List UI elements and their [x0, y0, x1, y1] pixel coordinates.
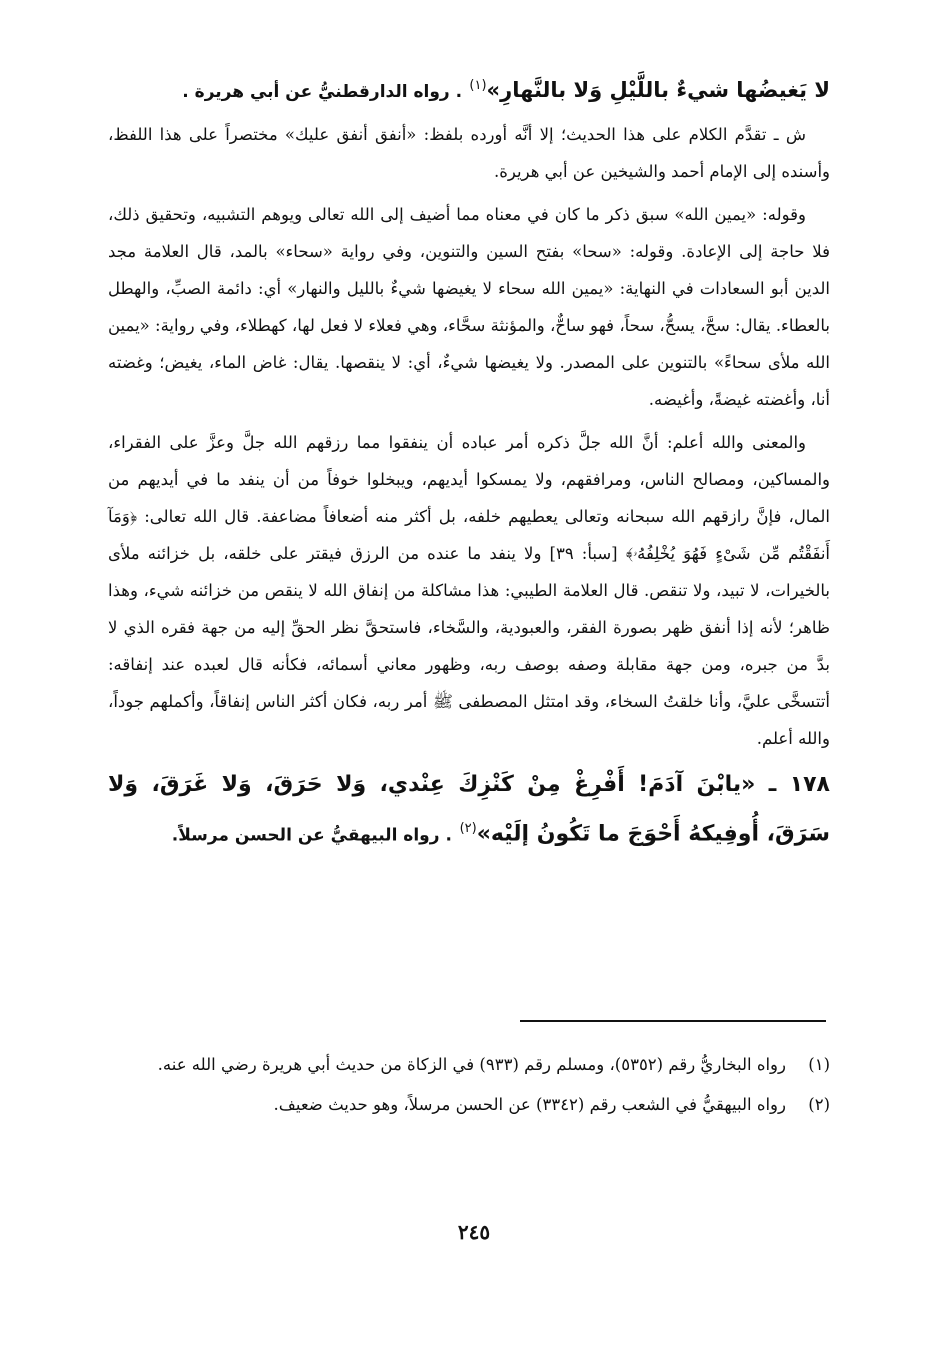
footnotes: [108, 1048, 830, 1128]
commentary-paragraph: والمعنى والله أعلم: أنَّ الله جلَّ ذكره أمر عباده أن ينفقوا مما رزقهم الله جلَّ وعزَّ على الفقراء، والمساكين، ومصالح الناس، ومرافقهم، ولا يمسكوا أيديهم، ويبخلوا خوفاً من أن ينفد ما في أيديهم من المال، فإنَّ رازقهم الله سبحانه وتعالى يعطيهم خلفه، بل أكثر منه أضعافاً مضاعفة. قال الله تعالى: ﴿وَمَآ أَنفَقْتُم مِّن شَىْءٍ فَهُوَ يُخْلِفُهُۥ﴾ [سبأ: ٣٩] ولا ينفد ما عنده من الرزق فيقتر على خلقه، بل خزائنه ملأى بالخيرات، لا تبيد، ولا تنقص. قال العلامة الطيبي: هذا مشاكلة من إنفاق الله لا ينقص من خزائنه شيء، وهذا ظاهر؛ لأنه إذا أنفق ظهر بصورة الفقر، والعبودية، والسَّخاء، فاستحقَّ نظر الحقِّ إليه من جهة فقره الذي لا بدَّ من جبره، ومن جهة مقابلة وصفه بوصف ربه، وظهور معاني أسمائه، فكأنه قال لعبده عند إنفاقه: أتتسخَّى عليَّ، وأنا خلقتُ السخاء، وقد امتثل المصطفى ﷺ أمر ربه، فكان أكثر الناس إنفاقاً، وأكملهم جوداً، والله أعلم.: [108, 433, 831, 748]
footnote-ref-1[interactable]: (١): [469, 78, 487, 93]
hadith-tail: [108, 66, 830, 112]
hadith-tail-text: لا يَغيضُها شيءٌ باللَّيْلِ وَلا بالنَّهارِ»: [486, 78, 830, 102]
page-number: ٢٤٥: [457, 1220, 491, 1244]
commentary-paragraph: وقوله: «يمين الله» سبق ذكر ما كان في معناه مما أضيف إلى الله تعالى ويوهم التشبيه، وتحقيق ذلك، فلا حاجة إلى الإعادة. وقوله: «سحا» بفتح السين والتنوين، وفي رواية «سحاء» بالمد، قال العلامة مجد الدين أبو السعادات في النهاية: «يمين الله سحاء لا يغيضها شيءٌ بالليل والنهار» أي: دائمة الصبِّ، والهطل بالعطاء. يقال: سحَّ، يسحُّ، سحاً، فهو ساحٌّ، والمؤنثة سحَّاء، وهي فعلاء لا فعل لها، كهطلاء، وفي رواية: «يمين الله ملأى سحاءً» بالتنوين على المصدر. ولا يغيضها شيءٌ، أي: لا ينقصها. يقال: غاض الماء، يغيض؛ وغضته أنا، وأغضته غيضةً، وأغيضه.: [108, 205, 830, 409]
footnote-text: رواه البيهقيُّ في الشعب رقم (٣٣٤٢) عن الحسن مرسلاً، وهو حديث ضعيف.: [273, 1095, 786, 1114]
footnote-ref-2[interactable]: (٢): [459, 821, 477, 836]
footnote-divider: [520, 1020, 826, 1022]
commentary-paragraph: ش ـ تقدَّم الكلام على هذا الحديث؛ إلا أنَّه أورده بلفظ: «أنفق أنفق عليك» مختصراً على هذا اللفظ، وأسنده إلى الإمام أحمد والشيخين عن أبي هريرة.: [108, 125, 830, 181]
hadith-178-text: ١٧٨ ـ «يابْنَ آدَمَ! أَفْرِغْ مِنْ كَنْزِكَ عِنْدي، وَلا حَرَقَ، وَلا غَرَقَ، وَلا سَرَقَ، أُوفِيكهُ أَحْوَجَ ما تَكُونُ إلَيْه»: [108, 772, 830, 847]
footnote-item: [108, 1048, 830, 1082]
footnote-text: رواه البخاريُّ رقم (٥٣٥٢)، ومسلم رقم (٩٣٣) في الزكاة من حديث أبي هريرة رضي الله عنه.: [157, 1055, 786, 1074]
hadith-178-narration: . رواه البيهقيُّ عن الحسن مرسلاً.: [171, 825, 452, 846]
footnote-item: [108, 1088, 830, 1122]
hadith-tail-narration: . رواه الدارقطنيُّ عن أبي هريرة .: [182, 82, 463, 102]
page-body: [108, 60, 830, 857]
hadith-178: [108, 763, 830, 857]
footnote-number: (٢): [808, 1095, 830, 1114]
footnote-number: (١): [808, 1055, 830, 1074]
